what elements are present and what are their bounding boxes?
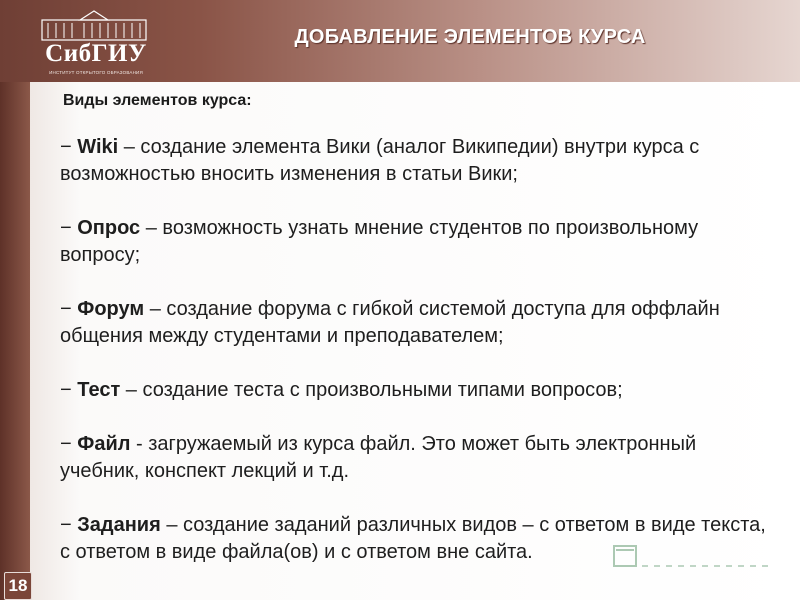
item-term: Опрос	[77, 217, 141, 239]
list-item: − Форум – создание форума с гибкой системой доступа для оффлайн общения между студентами и преподавателем;	[60, 298, 720, 347]
logo-subtext: ИНСТИТУТ ОТКРЫТОГО ОБРАЗОВАНИЯ	[49, 70, 143, 75]
list-item: − Тест – создание теста с произвольными типами вопросов;	[60, 379, 623, 401]
logo-name: СибГИУ	[45, 40, 147, 67]
item-term: Файл	[77, 433, 131, 455]
list-item: − Файл - загружаемый из курса файл. Это может быть электронный учебник, конспект лекций и т.д.	[60, 433, 697, 482]
building-icon	[40, 8, 148, 42]
list-item: − Wiki – создание элемента Вики (аналог Википедии) внутри курса с возможностью вносить изменения в статьи Вики;	[60, 136, 700, 185]
page-number: 18	[4, 572, 32, 600]
watermark-icon	[612, 540, 772, 570]
item-term: Тест	[77, 379, 121, 401]
university-logo	[36, 6, 156, 80]
slide-header	[0, 0, 800, 82]
section-subtitle: Виды элементов курса:	[63, 92, 252, 109]
element-list	[60, 134, 780, 593]
item-term: Задания	[77, 514, 161, 536]
item-term: Форум	[77, 298, 145, 320]
list-item: − Задания – создание заданий различных видов – с ответом в виде текста, с ответом в виде файла(ов) и с ответом вне сайта.	[60, 514, 766, 563]
item-term: Wiki	[77, 136, 119, 158]
list-item: − Опрос – возможность узнать мнение студентов по произвольному вопросу;	[60, 217, 699, 266]
slide-title: ДОБАВЛЕНИЕ ЭЛЕМЕНТОВ КУРСА	[294, 26, 646, 48]
left-decorative-bar	[0, 82, 30, 600]
